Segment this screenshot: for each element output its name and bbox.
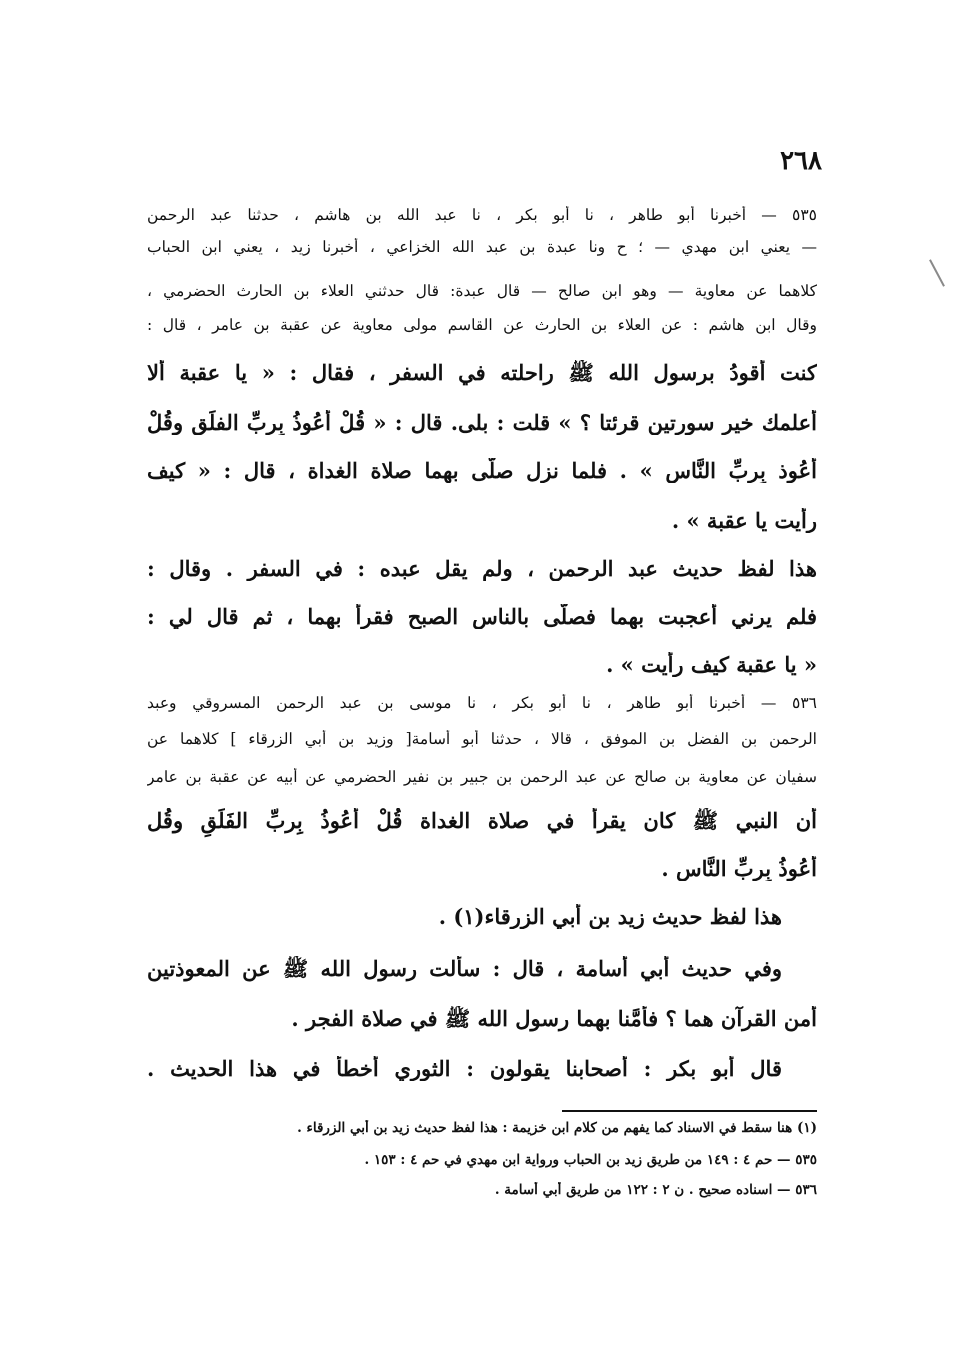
note-535-line-1: هذا لفظ حديث عبد الرحمن ، ولم يقل عبده : في السفر . وقال : (147, 556, 817, 581)
abu-bakr-remark: قال أبو بكر : أصحابنا يقولون : الثوري أخطأَ في هذا الحديث . (147, 1056, 782, 1081)
matn-536-line-2: أَعُوذُ بِربِّ النَّاسِ . (661, 856, 817, 881)
footnote-1: (١) هنا سقط في الاسناد كما يفهم من كلام ابن خزيمة : هذا لفظ حديث زيد بن أبي الزرقاء . (297, 1120, 817, 1136)
abu-usama-line-1: وفي حديث أبي أسامة ، قال : سأَلت رسول الله ﷺ عن المعوذتين (147, 956, 782, 981)
note-536: هذا لفظ حديث زيد بن أبي الزرقاء(١) . (438, 904, 782, 929)
matn-535-line-1: كنت أقودُ برسول الله ﷺ راحلته في السفر ، فقال : « يا عقبة ألا (147, 360, 817, 385)
abu-usama-line-2: أمن القرآن هما ؟ فأَمَّنا بهما رسول الله ﷺ في صلاة الفجر . (291, 1006, 817, 1031)
isnad-535-line-4: وقال ابن هاشم : عن العلاء بن الحارث عن القاسم مولى معاوية عن عقبة بن عامر ، قال : (147, 316, 817, 334)
matn-535-line-2: أُعلمك خير سورتين قرئتا ؟ » قلت : بلى. قال : « قُلْ أَعُوذُ بِربِّ الفلَقِ وقُلْ (147, 410, 817, 435)
matn-535-line-4: رأَيت يا عقبة » . (671, 508, 817, 533)
matn-535-line-3: أَعُوذ بِربِّ النَّاسِ » . فلما نزل صلَّى بهما صلاة الغداة ، قال : « كيف (147, 458, 817, 483)
isnad-535-line-2: — يعني ابن مهدي — ؛ ح ونا عبدة بن عبد الله الخزاعي ، أخبرنا زيد ، يعني ابن الحباب (147, 238, 817, 256)
footnote-separator (562, 1110, 817, 1112)
isnad-536-line-1: ٥٣٦ — أخبرنا أبو طاهر ، نا أبو بكر ، نا موسى بن عبد الرحمن المسروقي وعبد (147, 694, 817, 712)
isnad-536-line-2: الرحمن بن الفضل بن الموفق ، قالا ، حدثنا أبو أسامة[ وزيد بن أبي الزرقاء ] كلاهما عن (147, 730, 817, 748)
note-535-line-2: فلم يرني أُعجبت بهما فصلَّى بالناس الصبح فقرأ بهما ، ثم قال لي : (147, 604, 817, 629)
page-number: ٢٦٨ (780, 146, 822, 176)
note-535-line-3: « يا عقبة كيف رأيت » . (606, 652, 817, 677)
footnote-535-reference: ٥٣٥ — حم ٤ : ١٤٩ من طريق زيد بن الحباب ورواية ابن مهدي في حم ٤ : ١٥٣ . (364, 1152, 817, 1168)
isnad-535-line-3: كلاهما عن معاوية — وهو ابن صالح — قال عبدة: قال حدثني العلاء بن الحارث الحضرمي ، (147, 282, 817, 300)
isnad-536-line-3: سفيان عن معاوية بن صالح عن عبد الرحمن بن جبير بن نفير الحضرمي عن أبيه عن عقبة بن عامر (147, 768, 817, 786)
footnote-536-reference: ٥٣٦ — اسناده صحيح . ن ٢ : ١٢٢ من طريق أبي أسامة . (494, 1182, 817, 1198)
scan-pencil-mark (929, 259, 945, 286)
isnad-535-line-1: ٥٣٥ — أخبرنا أبو طاهر ، نا أبو بكر ، نا عبد الله بن هاشم ، حدثنا عبد الرحمن (147, 206, 817, 224)
matn-536-line-1: أن النبي ﷺ كان يقرأ في صلاة الغداة قُلْ أَعُوذُ بِربِّ الفَلَقِ وقُل (147, 808, 817, 833)
